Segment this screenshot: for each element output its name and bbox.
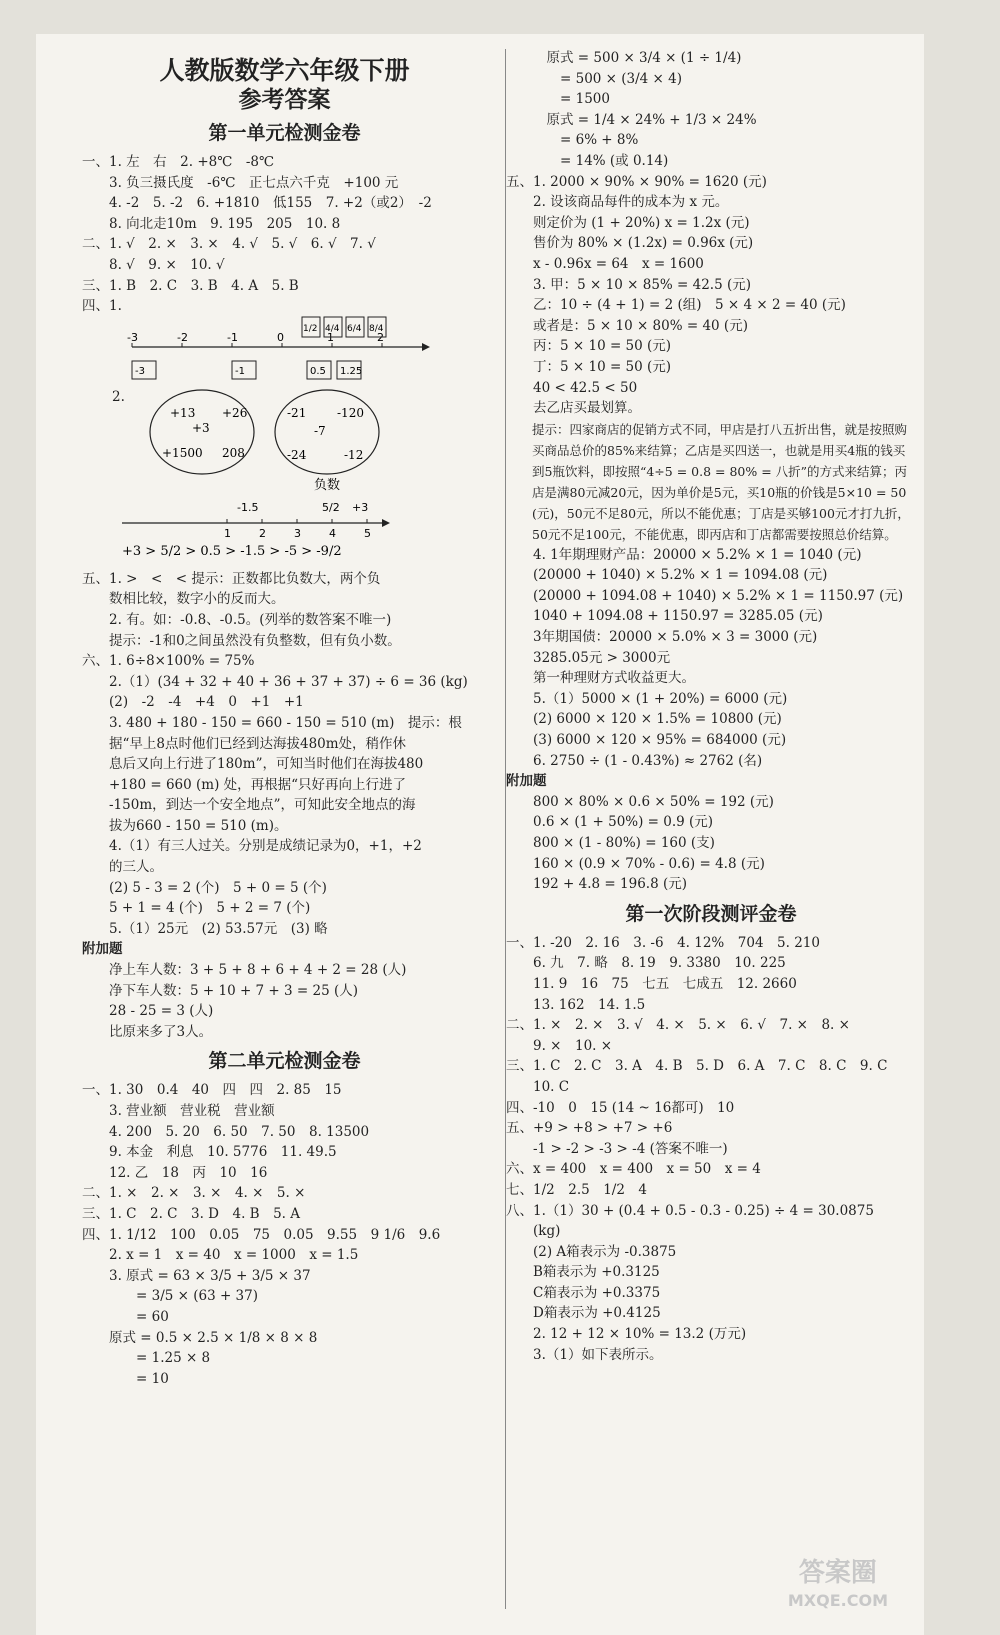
answer-line: 11. 9 16 75 七五 七成五 12. 2660 [506,975,797,992]
answer-line: 去乙店买最划算。 [506,400,641,417]
answer-line: 二、1. × 2. × 3. × 4. × 5. × [82,1185,306,1202]
axis-label: -1 [227,330,238,344]
answer-line: 丙：5 × 10 = 50 (元) [506,338,672,355]
answer-line: 6. 九 7. 略 8. 19 9. 3380 10. 225 [506,955,786,972]
answer-line: = 10 [82,1370,169,1387]
answer-line: 三、1. C 2. C 3. A 4. B 5. D 6. A 7. C 8. C 9. C [506,1058,888,1075]
point-label: +3 [352,500,369,514]
answer-line: 4. 1年期理财产品：20000 × 5.2% × 1 = 1040 (元) [506,546,862,563]
answer-line: 5.（1）5000 × (1 + 20%) = 6000 (元) [506,690,788,707]
answer-line: 8. √ 9. × 10. √ [82,256,225,273]
answer-line: 提示：-1和0之间虽然没有负整数，但有负小数。 [82,632,401,649]
sets-caption: 负数 [314,477,341,493]
answer-line: 3. 负三摄氏度 -6℃ 正七点六千克 +100 元 [82,174,399,191]
fraction-label: 4/4 [325,323,340,334]
answer-line: 则定价为 (1 + 20%) x = 1.2x (元) [506,214,750,231]
answer-line: 三、1. B 2. C 3. B 4. A 5. B [82,277,299,294]
point-label: 5/2 [322,500,340,514]
answer-line: 3. 营业额 营业税 营业额 [82,1103,275,1119]
set-item: -24 [287,447,307,462]
answer-line: 附加题 [506,773,547,790]
axis-label: 1 [224,526,231,540]
number-line-figure-2 [82,493,487,569]
answer-line: 一、1. -20 2. 16 3. -6 4. 12% 704 5. 210 [506,934,820,951]
answer-line: C箱表示为 +0.3375 [506,1284,661,1301]
section-3-lines [506,933,916,1365]
answer-line: 28 - 25 = 3 (人) [82,1003,214,1020]
section-heading-3: 第一次阶段测评金卷 [625,902,797,925]
number-line-figure-1 [82,317,487,387]
hint-paragraph: 提示：四家商店的促销方式不同，甲店是打八五折出售，就是按照购买商品总价的85%来结算；乙店是买四送一，也就是用买4瓶的钱买到5瓶饮料，即按照“4÷5 = 0.8 = 80% = 八折”的方式来结算；丙店是满80元减20元，因为单价是5元，买10瓶的价钱是5×10 = 50 (元)，50元不足80元，所以不能优惠；丁店是买够100元才打九折，50元不足100元，不能优惠，即丙店和丁店都需要按照总价结算。 [532,421,910,542]
answer-line: 二、1. × 2. × 3. √ 4. × 5. × 6. √ 7. × 8. × [506,1017,850,1034]
answer-line: 五、1. > < < 提示：正数都比负数大，两个负 [82,570,381,587]
axis-label: 2 [259,526,266,540]
answer-line: 4. 200 5. 20 6. 50 7. 50 8. 13500 [82,1123,370,1140]
answer-line: 13. 162 14. 1.5 [506,996,646,1013]
answer-line: 原式 = 0.5 × 2.5 × 1/8 × 8 × 8 [82,1329,318,1346]
answer-line: 据“早上8点时他们已经到达海拔480m处，稍作休 [82,735,407,752]
fraction-label: 1/2 [303,323,318,334]
answer-line: 息后又向上行进了180m”，可知当时他们在海拔480 [82,756,424,773]
answer-line: 2. x = 1 x = 40 x = 1000 x = 1.5 [82,1247,359,1264]
answer-line: 一、1. 左 右 2. +8℃ -8℃ [82,154,275,170]
set-item: +26 [222,405,248,420]
set-item: -120 [337,405,364,420]
answer-line: 四、-10 0 15 (14 ~ 16都可) 10 [506,1099,735,1116]
answer-line: x - 0.96x = 64 x = 1600 [506,255,704,272]
page-title: 人教版数学六年级下册 [159,56,410,85]
answer-page [36,34,924,1635]
page-subtitle: 参考答案 [238,87,331,113]
set-item: +1500 [162,445,203,460]
answer-line: (3) 6000 × 120 × 95% = 684000 (元) [506,732,787,749]
answer-line: B箱表示为 +0.3125 [506,1264,660,1281]
set-item: 208 [222,445,245,460]
answer-line: 3. 480 + 180 - 150 = 660 - 150 = 510 (m) 提示：根 [82,714,462,731]
answer-line: 9. × 10. × [506,1037,613,1054]
answer-line: 比原来多了3人。 [82,1023,213,1040]
answer-line: (kg) [506,1223,561,1240]
answer-line: 12. 乙 18 丙 10 16 [82,1164,268,1181]
answer-line: 附加题 [82,941,123,958]
right-mid-lines [506,545,916,895]
left-after-lines [82,569,487,1043]
answer-line: 三、1. C 2. C 3. D 4. B 5. A [82,1205,301,1222]
answer-line: = 6% + 8% [506,132,639,149]
answer-line: +180 = 660 (m) 处，再根据“只好再向上行进了 [82,776,407,793]
answer-line: 800 × (1 - 80%) = 160 (支) [506,835,715,851]
section-heading-2: 第二单元检测金卷 [208,1050,361,1073]
answer-line: 七、1/2 2.5 1/2 4 [506,1181,648,1198]
axis-label: 4 [329,526,336,540]
answer-line: 2.（1）(34 + 32 + 40 + 36 + 37 + 37) ÷ 6 = 36 (kg) [82,673,468,690]
number-line-svg-2 [82,493,482,569]
answer-line: 3. 甲：5 × 10 × 85% = 42.5 (元) [506,276,752,293]
answer-line: 160 × (0.9 × 70% - 0.6) = 4.8 (元) [506,855,765,872]
answer-line: 4.（1）有三人过关。分别是成绩记录为0，+1，+2 [82,838,422,855]
answer-line: 3. 原式 = 63 × 3/5 + 3/5 × 37 [82,1267,311,1284]
answer-line: 五、+9 > +8 > +7 > +6 [506,1120,673,1137]
axis-label: 1 [327,330,334,344]
set-item: +3 [192,420,210,435]
answer-line: 2. 设该商品每件的成本为 x 元。 [506,194,729,211]
axis-label: 3 [294,526,301,540]
answer-line: 5 + 1 = 4 (个) 5 + 2 = 7 (个) [82,900,311,917]
answer-line: 或者是：5 × 10 × 80% = 40 (元) [506,317,748,334]
answer-line: (2) 6000 × 120 × 1.5% = 10800 (元) [506,711,782,728]
answer-line: 乙：10 ÷ (4 + 1) = 2 (组) 5 × 4 × 2 = 40 (元) [506,297,846,314]
answer-line: 1040 + 1094.08 + 1150.97 = 3285.05 (元) [506,608,823,625]
answer-line: 原式 = 500 × 3/4 × (1 ÷ 1/4) [506,50,742,66]
answer-line: 四、1. [82,298,122,315]
answer-line: (20000 + 1094.08 + 1040) × 5.2% × 1 = 1150.97 (元) [506,587,904,604]
answer-line: = 1500 [506,91,610,108]
answer-line: = 1.25 × 8 [82,1350,211,1367]
watermark-logo [788,1559,888,1615]
answer-line: 8. 向北走10m 9. 195 205 10. 8 [82,215,341,232]
answer-line: 3285.05元 > 3000元 [506,649,671,666]
answer-line: 数相比较，数字小的反而大。 [82,591,285,608]
value-label: -1 [235,365,245,377]
answer-line: 6. 2750 ÷ (1 - 0.43%) ≈ 2762 (名) [506,752,763,769]
answer-line: 拔为660 - 150 = 510 (m)。 [82,817,288,834]
answer-line: = 14% (或 0.14) [506,152,669,169]
answer-line: 2. 有。如：-0.8、-0.5。(列举的数答案不唯一) [82,611,392,628]
answer-line: 9. 本金 利息 10. 5776 11. 49.5 [82,1144,337,1161]
value-label: -3 [135,365,145,377]
number-sets-svg [82,387,442,493]
section-2-lines [82,1080,487,1389]
answer-line: 192 + 4.8 = 196.8 (元) [506,876,687,893]
section-1-lines [82,152,487,317]
watermark-text: 答案圈 [798,1558,877,1588]
axis-label: -2 [177,330,188,344]
figure2-label: 2. [112,388,125,405]
answer-line: 一、1. 30 0.4 40 四 四 2. 85 15 [82,1082,342,1099]
fraction-label: 6/4 [347,323,362,334]
axis-label: -3 [127,330,138,344]
answer-line: 净下车人数：5 + 10 + 7 + 3 = 25 (人) [82,982,359,999]
number-sets-figure [82,387,487,493]
answer-line: 第一种理财方式收益更大。 [506,670,695,687]
answer-line: (2) -2 -4 +4 0 +1 +1 [82,694,304,711]
watermark-site: MXQE.COM [787,1591,888,1610]
answer-line: 原式 = 1/4 × 24% + 1/3 × 24% [506,111,757,128]
answer-line: 0.6 × (1 + 50%) = 0.9 (元) [506,814,714,831]
value-label: 1.25 [340,365,363,377]
answer-line: (2) 5 - 3 = 2 (个) 5 + 0 = 5 (个) [82,879,327,896]
answer-line: 净上车人数：3 + 5 + 8 + 6 + 4 + 2 = 28 (人) [82,962,407,979]
inequality-text: +3 > 5/2 > 0.5 > -1.5 > -5 > -9/2 [122,543,342,559]
answer-line: 3.（1）如下表所示。 [506,1346,663,1363]
answer-line: 八、1.（1）30 + (0.4 + 0.5 - 0.3 - 0.25) ÷ 4 = 30.0875 [506,1202,874,1219]
axis-label: 0 [277,330,284,344]
value-label: 0.5 [310,365,326,377]
answer-line: 五、1. 2000 × 90% × 90% = 1620 (元) [506,173,767,190]
answer-line: 5.（1）25元 (2) 53.57元 (3) 略 [82,920,328,937]
right-column [506,34,916,1365]
answer-line: 2. 12 + 12 × 10% = 13.2 (万元) [506,1326,747,1343]
answer-line: 4. -2 5. -2 6. +1810 低155 7. +2（或2） -2 [82,195,432,212]
right-top-lines [506,48,916,419]
set-item: -21 [287,405,307,420]
answer-line: -150m，到达一个安全地点”，可知此安全地点的海 [82,797,416,814]
set-item: +13 [170,405,196,420]
answer-line: (2) A箱表示为 -0.3875 [506,1243,677,1260]
set-item: -12 [344,447,364,462]
answer-line: 3年期国债：20000 × 5.0% × 3 = 3000 (元) [506,629,818,646]
axis-label: 2 [377,330,384,344]
answer-line: 丁：5 × 10 = 50 (元) [506,358,672,375]
answer-line: 六、x = 400 x = 400 x = 50 x = 4 [506,1161,761,1178]
number-line-svg-1 [127,317,432,387]
point-label: -1.5 [237,500,259,514]
answer-line: 六、1. 6÷8×100% = 75% [82,653,255,670]
axis-label: 5 [364,526,371,540]
answer-line: 10. C [506,1078,570,1095]
answer-line: = 500 × (3/4 × 4) [506,70,683,87]
section-heading-1: 第一单元检测金卷 [208,122,361,144]
answer-line: 四、1. 1/12 100 0.05 75 0.05 9.55 9 1/6 9.6 [82,1226,441,1243]
answer-line: D箱表示为 +0.4125 [506,1305,661,1322]
left-column [82,34,487,1389]
answer-line: 二、1. √ 2. × 3. × 4. √ 5. √ 6. √ 7. √ [82,236,376,253]
set-item: -7 [314,423,326,438]
answer-line: 800 × 80% × 0.6 × 50% = 192 (元) [506,793,774,810]
answer-line: (20000 + 1040) × 5.2% × 1 = 1094.08 (元) [506,567,828,584]
answer-line: = 60 [82,1308,169,1325]
fraction-label: 8/4 [369,323,384,334]
answer-line: = 3/5 × (63 + 37) [82,1288,259,1305]
answer-line: -1 > -2 > -3 > -4 (答案不唯一) [506,1140,728,1157]
answer-line: 40 < 42.5 < 50 [506,379,638,396]
answer-line: 售价为 80% × (1.2x) = 0.96x (元) [506,235,754,252]
answer-line: 的三人。 [82,859,163,876]
